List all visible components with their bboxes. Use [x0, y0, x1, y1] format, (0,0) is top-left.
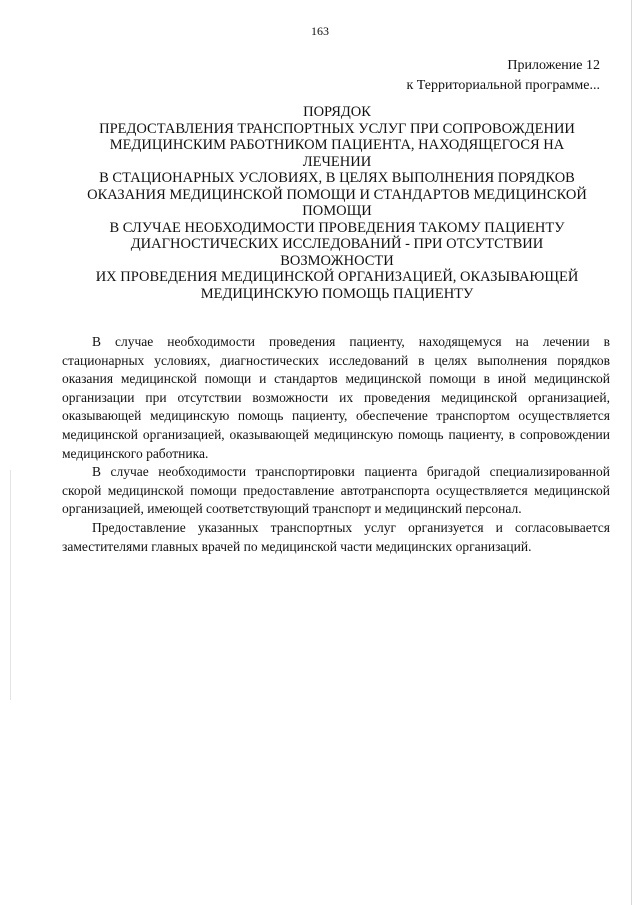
- document-body: [62, 333, 610, 556]
- title-line: ПРЕДОСТАВЛЕНИЯ ТРАНСПОРТНЫХ УСЛУГ ПРИ СОПРОВОЖДЕНИИ: [99, 120, 575, 137]
- title-line: МЕДИЦИНСКУЮ ПОМОЩЬ ПАЦИЕНТУ: [200, 285, 474, 302]
- title-line: ДИАГНОСТИЧЕСКИХ ИССЛЕДОВАНИЙ - ПРИ ОТСУТСТВИИ: [130, 236, 544, 252]
- page-number: 163: [311, 24, 329, 38]
- appendix-number: Приложение 12: [507, 58, 600, 73]
- title-line: ЛЕЧЕНИИ: [302, 153, 372, 170]
- title-line: ВОЗМОЖНОСТИ: [280, 252, 394, 269]
- scan-edge-line-left: [10, 470, 11, 700]
- title-line: ИХ ПРОВЕДЕНИЯ МЕДИЦИНСКОЙ ОРГАНИЗАЦИЕЙ, ОКАЗЫВАЮЩЕЙ: [95, 269, 579, 285]
- document-title: [66, 104, 608, 302]
- title-line: ОКАЗАНИЯ МЕДИЦИНСКОЙ ПОМОЩИ И СТАНДАРТОВ МЕДИЦИНСКОЙ: [87, 186, 587, 203]
- scan-edge-line: [631, 0, 632, 905]
- paragraph-ambulance: В случае необходимости транспортировки пациента бригадой специализированной скорой медицинской помощи предоставление автотранспорта осуществляется медицинской организацией, имеющей соответствующий транспорт и медицинский персонал.: [62, 464, 610, 517]
- paragraph-diagnostics: В случае необходимости проведения пациенту, находящемуся на лечении в стационарных условиях, диагностических исследований в целях выполнения порядков оказания медицинской помощи и стандартов медицинской помощи в иной медицинской организации при отсутствии возможности их проведения медицинской организацией, оказывающей медицинскую помощь пациенту, обеспечение транспортом осуществляется медицинской организацией, оказывающей медицинскую помощь пациенту, в сопровождении медицинского работника.: [62, 334, 610, 461]
- title-line: ПОРЯДОК: [303, 104, 371, 120]
- paragraph-coordination: Предоставление указанных транспортных услуг организуется и согласовывается заместителями главных врачей по медицинской части медицинских организаций.: [62, 519, 610, 554]
- title-line: МЕДИЦИНСКИМ РАБОТНИКОМ ПАЦИЕНТА, НАХОДЯЩЕГОСЯ НА: [109, 137, 565, 153]
- title-line: ПОМОЩИ: [302, 203, 372, 219]
- appendix-program: к Территориальной программе...: [406, 78, 600, 93]
- title-line: В СТАЦИОНАРНЫХ УСЛОВИЯХ, В ЦЕЛЯХ ВЫПОЛНЕНИЯ ПОРЯДКОВ: [99, 170, 575, 186]
- appendix-reference: [406, 56, 600, 96]
- title-line: В СЛУЧАЕ НЕОБХОДИМОСТИ ПРОВЕДЕНИЯ ТАКОМУ ПАЦИЕНТУ: [109, 219, 565, 236]
